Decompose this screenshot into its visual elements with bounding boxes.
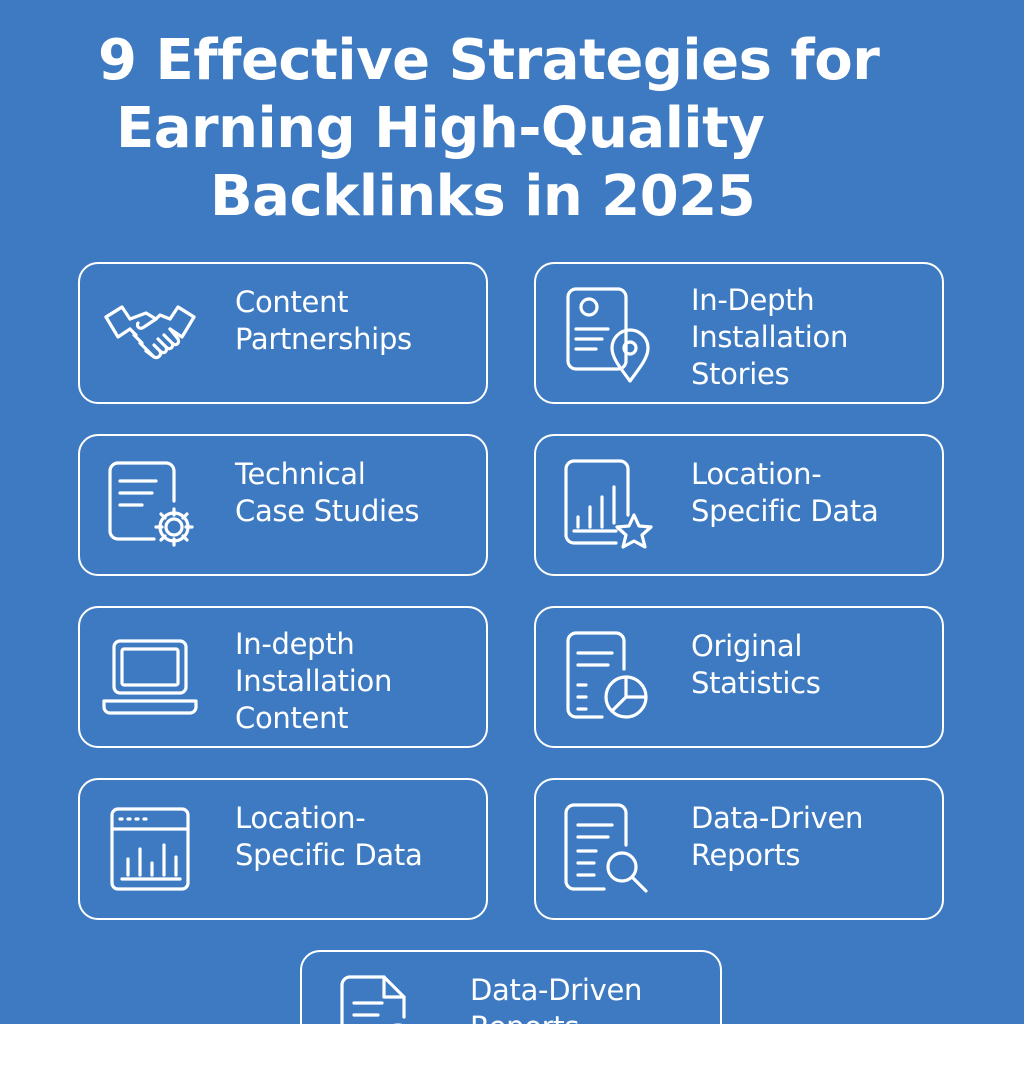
strategy-label: Original Statistics bbox=[691, 629, 821, 700]
document-gear-icon bbox=[100, 457, 200, 557]
strategy-card-location-specific-data bbox=[534, 434, 944, 576]
strategy-label: Data-Driven Reports bbox=[470, 973, 643, 1044]
bar-chart-star-icon bbox=[556, 457, 656, 557]
strategy-label: In-Depth Installation Stories bbox=[691, 283, 849, 391]
strategy-label: Data-Driven Reports bbox=[691, 801, 864, 872]
strategy-label: Location- Specific Data bbox=[235, 801, 423, 872]
strategy-card-content-partnerships bbox=[78, 262, 488, 404]
strategy-card-in-depth-installation-content bbox=[78, 606, 488, 748]
document-magnifier-icon bbox=[332, 973, 432, 1073]
laptop-icon bbox=[100, 629, 200, 729]
document-pie-chart-icon bbox=[556, 629, 656, 729]
strategy-label: Technical Case Studies bbox=[235, 457, 420, 528]
strategy-card-original-statistics bbox=[534, 606, 944, 748]
handshake-icon bbox=[100, 285, 200, 385]
strategy-card-location-specific-data-2 bbox=[78, 778, 488, 920]
strategy-card-data-driven-reports bbox=[534, 778, 944, 920]
browser-bar-chart-icon bbox=[100, 801, 200, 901]
document-location-pin-icon bbox=[556, 285, 656, 385]
title-line-3: Backlinks in 2025 bbox=[210, 164, 756, 229]
strategy-label: Location- Specific Data bbox=[691, 457, 879, 528]
title-line-2: Earning High-Quality bbox=[116, 96, 765, 161]
strategy-label: In-depth Installation Content bbox=[235, 627, 393, 735]
document-magnifier-icon bbox=[556, 801, 656, 901]
strategy-label: Content Partnerships bbox=[235, 285, 412, 356]
strategy-card-in-depth-installation-stories bbox=[534, 262, 944, 404]
title-line-1: 9 Effective Strategies for bbox=[98, 28, 880, 93]
strategy-card-technical-case-studies bbox=[78, 434, 488, 576]
strategy-card-data-driven-reports-2 bbox=[300, 950, 722, 1092]
